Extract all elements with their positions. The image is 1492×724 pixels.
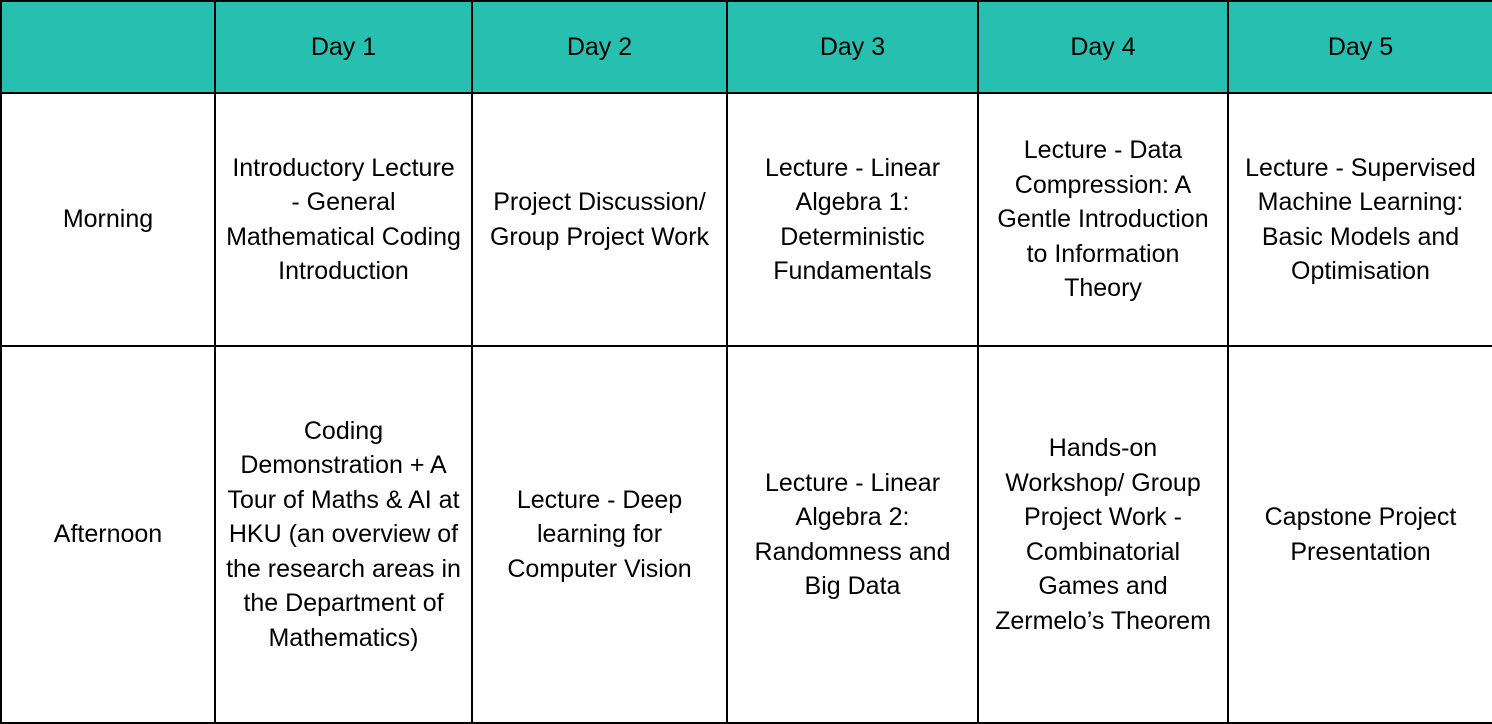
cell-afternoon-day-2 <box>472 346 727 723</box>
cell-text: Lecture - Supervised Machine Learning: Basic Models and Optimisation <box>1245 153 1476 285</box>
table-row-afternoon <box>1 346 1492 723</box>
row-label-afternoon: Afternoon <box>1 346 215 723</box>
column-header-day-4: Day 4 <box>978 1 1228 93</box>
column-header-day-5: Day 5 <box>1228 1 1492 93</box>
column-header-day-3: Day 3 <box>727 1 978 93</box>
cell-text: Lecture - Data Compression: A Gentle Introduction to Information Theory <box>997 136 1209 303</box>
cell-afternoon-day-5 <box>1228 346 1492 723</box>
header-corner-cell <box>1 1 215 93</box>
column-header-day-2: Day 2 <box>472 1 727 93</box>
cell-morning-day-4 <box>978 93 1228 346</box>
cell-afternoon-day-4 <box>978 346 1228 723</box>
cell-morning-day-2 <box>472 93 727 346</box>
table-row-morning <box>1 93 1492 346</box>
cell-afternoon-day-3 <box>727 346 978 723</box>
cell-afternoon-day-1 <box>215 346 472 723</box>
column-header-day-1: Day 1 <box>215 1 472 93</box>
cell-text: Capstone Project Presentation <box>1264 503 1457 566</box>
cell-morning-day-1 <box>215 93 472 346</box>
cell-text: Hands-on Workshop/ Group Project Work - Combinatorial Games and Zermelo’s Theorem <box>995 434 1211 635</box>
cell-morning-day-3 <box>727 93 978 346</box>
cell-text: Lecture - Linear Algebra 1: Deterministic Fundamentals <box>764 153 941 285</box>
cell-text: Introductory Lecture - General Mathematical Coding Introduction <box>226 153 461 285</box>
table-header-row <box>1 1 1492 93</box>
cell-text: Lecture - Linear Algebra 2: Randomness and Big Data <box>754 468 951 600</box>
cell-text: Project Discussion/ Group Project Work <box>489 188 710 251</box>
cell-morning-day-5 <box>1228 93 1492 346</box>
cell-text: Lecture - Deep learning for Computer Vision <box>507 485 692 583</box>
row-label-morning: Morning <box>1 93 215 346</box>
cell-text: Coding Demonstration + A Tour of Maths & AI at HKU (an overview of the research areas in the Department of Mathematics) <box>226 416 461 652</box>
